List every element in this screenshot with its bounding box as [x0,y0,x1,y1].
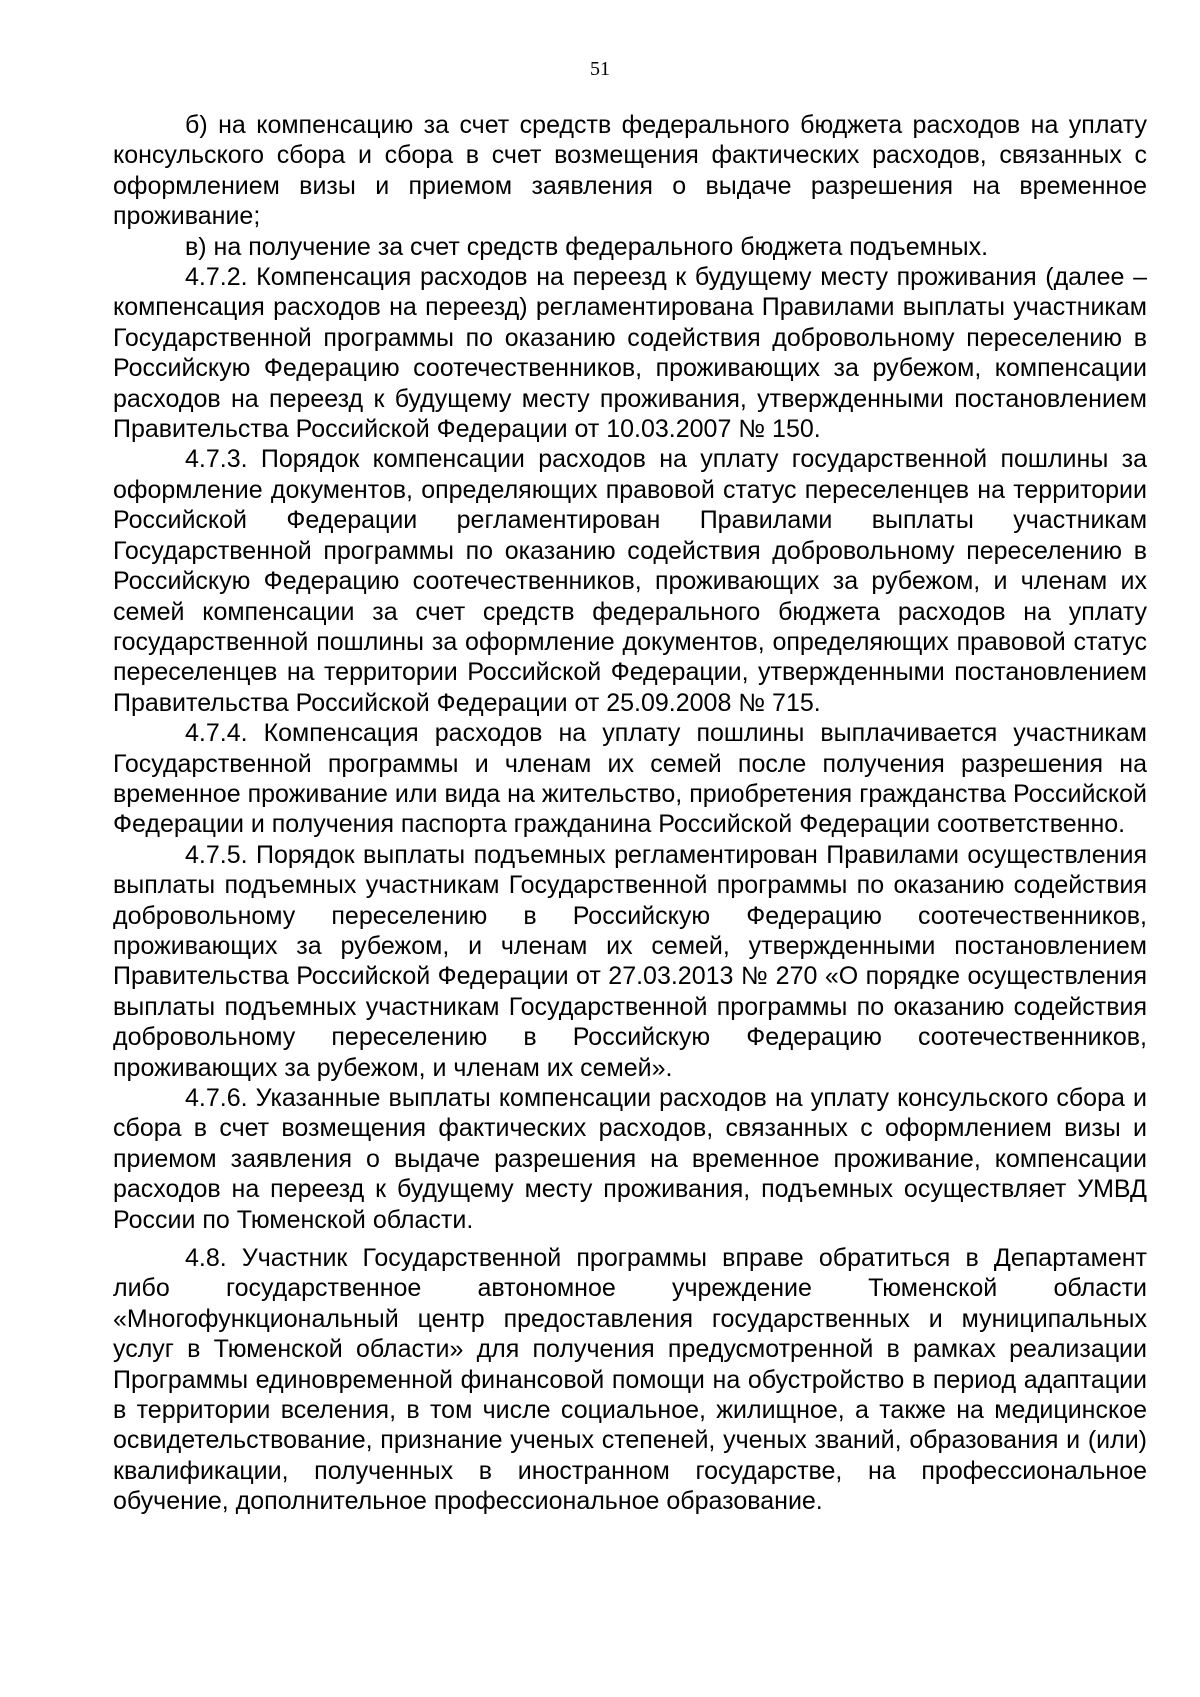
paragraph-4-7-3: 4.7.3. Порядок компенсации расходов на уплату государственной пошлины за оформление документов, определяющих правовой статус переселенцев на территории Российской Федерации регламентирован Правилами выплаты участникам Государственной программы по оказанию содействия добровольному переселению в Российскую Федерацию соотечественников, проживающих за рубежом, и членам их семей компенсации за счет средств федерального бюджета расходов на уплату государственной пошлины за оформление документов, определяющих правовой статус переселенцев на территории Российской Федерации, утвержденными постановлением Правительства Российской Федерации от 25.09.2008 № 715. [113,445,1147,717]
paragraph-v: в) на получение за счет средств федерального бюджета подъемных. [185,232,989,261]
paragraph-4-7-2: 4.7.2. Компенсация расходов на переезд к будущему месту проживания (далее – компенсация расходов на переезд) регламентирована Правилами выплаты участникам Государственной программы по оказанию содействия добровольному переселению в Российскую Федерацию соотечественников, проживающих за рубежом, компенсации расходов на переезд к будущему месту проживания, утвержденными постановлением Правительства Российской Федерации от 10.03.2007 № 150. [113,263,1147,444]
page-number: 51 [590,58,610,80]
paragraph-4-7-4: 4.7.4. Компенсация расходов на уплату пошлины выплачивается участникам Государственной программы и членам их семей после получения разрешения на временное проживание или вида на жительство, приобретения гражданства Российской Федерации и получения паспорта гражданина Российской Федерации соответственно. [113,719,1147,839]
document-body [113,110,1147,1517]
paragraph-4-8: 4.8. Участник Государственной программы вправе обратиться в Департамент либо государственное автономное учреждение Тюменской области «Многофункциональный центр предоставления государственных и муниципальных услуг в Тюменской области» для получения предусмотренной в рамках реализации Программы единовременной финансовой помощи на обустройство в период адаптации в территории вселения, в том числе социальное, жилищное, а также на медицинское освидетельствование, признание ученых степеней, ученых званий, образования и (или) квалификации, полученных в иностранном государстве, на профессиональное обучение, дополнительное профессиональное образование. [113,1244,1147,1516]
paragraph-b: б) на компенсацию за счет средств федерального бюджета расходов на уплату консульского сбора и сбора в счет возмещения фактических расходов, связанных с оформлением визы и приемом заявления о выдаче разрешения на временное проживание; [113,111,1147,231]
paragraph-4-7-5: 4.7.5. Порядок выплаты подъемных регламентирован Правилами осуществления выплаты подъемных участникам Государственной программы по оказанию содействия добровольному переселению в Российскую Федерацию соотечественников, проживающих за рубежом, и членам их семей, утвержденными постановлением Правительства Российской Федерации от 27.03.2013 № 270 «О порядке осуществления выплаты подъемных участникам Государственной программы по оказанию содействия добровольному переселению в Российскую Федерацию соотечественников, проживающих за рубежом, и членам их семей». [113,840,1147,1082]
paragraph-4-7-6: 4.7.6. Указанные выплаты компенсации расходов на уплату консульского сбора и сбора в счет возмещения фактических расходов, связанных с оформлением визы и приемом заявления о выдаче разрешения на временное проживание, компенсации расходов на переезд к будущему месту проживания, подъемных осуществляет УМВД России по Тюменской области. [113,1084,1147,1234]
